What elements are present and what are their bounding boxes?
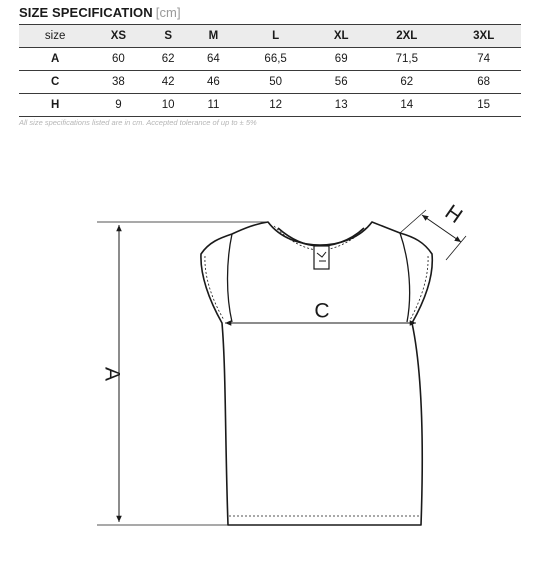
table-cell: 15 — [446, 94, 521, 117]
header-cell-3xl: 3XL — [446, 25, 521, 48]
neck-label-tag — [314, 246, 329, 269]
dimension-a — [97, 222, 268, 525]
sleeve-hem-stitch-left — [205, 256, 224, 320]
table-cell: 38 — [91, 71, 145, 94]
neckline-inner — [278, 228, 364, 246]
table-cell: 50 — [236, 71, 315, 94]
table-cell: 69 — [315, 48, 367, 71]
label-a: A — [100, 366, 124, 382]
row-label-a: A — [19, 48, 91, 71]
table-cell: 12 — [236, 94, 315, 117]
row-label-c: C — [19, 71, 91, 94]
table-cell: 66,5 — [236, 48, 315, 71]
table-cell: 60 — [91, 48, 145, 71]
tolerance-note: All size specifications listed are in cm. Accepted tolerance of up to ± 5% — [19, 118, 257, 127]
title-unit: [cm] — [155, 5, 181, 20]
header-cell-m: M — [191, 25, 236, 48]
header-cell-xl: XL — [315, 25, 367, 48]
label-c: C — [314, 299, 330, 323]
table-cell: 71,5 — [367, 48, 446, 71]
header-cell-size: size — [19, 25, 91, 48]
header-cell-xs: XS — [91, 25, 145, 48]
title-text: SIZE SPECIFICATION — [19, 5, 153, 20]
table-cell: 62 — [367, 71, 446, 94]
table-cell: 42 — [146, 71, 191, 94]
dimension-h — [400, 200, 466, 260]
header-cell-l: L — [236, 25, 315, 48]
table-cell: 14 — [367, 94, 446, 117]
table-cell: 74 — [446, 48, 521, 71]
table-cell: 68 — [446, 71, 521, 94]
table-cell: 56 — [315, 71, 367, 94]
dimension-c — [225, 300, 416, 323]
sleeve-seam-left — [228, 234, 233, 322]
row-label-h: H — [19, 94, 91, 117]
label-h: H — [440, 200, 467, 228]
table-cell: 64 — [191, 48, 236, 71]
table-cell: 11 — [191, 94, 236, 117]
header-cell-2xl: 2XL — [367, 25, 446, 48]
table-cell: 62 — [146, 48, 191, 71]
table-cell: 46 — [191, 71, 236, 94]
table-cell: 9 — [91, 94, 145, 117]
header-cell-s: S — [146, 25, 191, 48]
table-cell: 10 — [146, 94, 191, 117]
sleeve-seam-right — [400, 233, 410, 322]
table-cell: 13 — [315, 94, 367, 117]
